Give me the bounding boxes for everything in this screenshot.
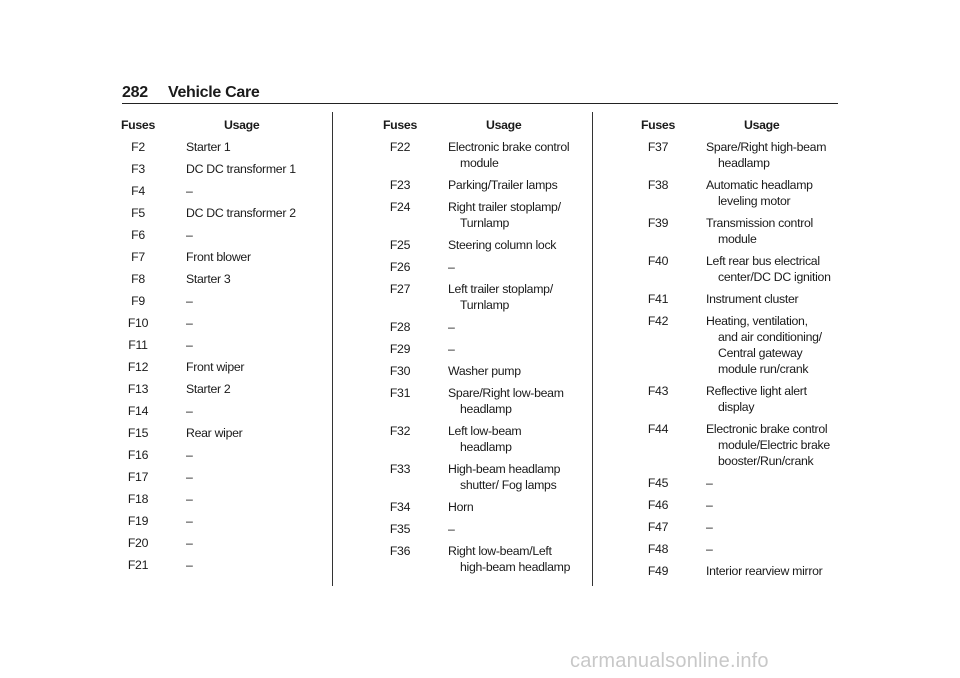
fuse-id: F20	[127, 536, 149, 550]
usage-line: –	[186, 294, 193, 308]
usage-line: Front blower	[186, 250, 251, 264]
table-row	[374, 237, 594, 253]
usage-line: module run/crank	[718, 362, 809, 376]
table-row	[632, 253, 842, 285]
usage-line: –	[448, 342, 455, 356]
fuse-table-column-2	[374, 117, 594, 581]
usage-line: –	[186, 228, 193, 242]
fuse-usage	[684, 253, 842, 285]
usage-line: Left low-beam	[448, 424, 522, 438]
usage-line: –	[186, 404, 193, 418]
table-row	[112, 447, 324, 463]
section-title: Vehicle Care	[167, 84, 260, 101]
fuse-usage	[684, 383, 842, 415]
fuse-table-column-3	[632, 117, 842, 585]
fuse-id: F2	[131, 140, 145, 154]
fuse-id: F5	[131, 206, 145, 220]
table-row	[632, 563, 842, 579]
table-row	[632, 177, 842, 209]
usage-line: display	[718, 400, 755, 414]
fuse-usage	[164, 381, 324, 397]
table-row	[374, 177, 594, 193]
fuse-usage	[426, 199, 594, 231]
usage-line: –	[186, 184, 193, 198]
usage-line: Rear wiper	[186, 426, 243, 440]
table-row	[374, 521, 594, 537]
table-row	[632, 291, 842, 307]
fuse-usage	[684, 215, 842, 247]
fuse-id: F9	[131, 294, 145, 308]
fuse-id: F14	[127, 404, 149, 418]
fuse-usage	[164, 227, 324, 243]
table-row	[374, 139, 594, 171]
fuse-usage	[426, 341, 594, 357]
fuse-id: F3	[131, 162, 145, 176]
fuse-usage	[426, 385, 594, 417]
fuse-usage	[426, 139, 594, 171]
table-row	[374, 423, 594, 455]
watermark: carmanualsonline.info	[570, 650, 769, 672]
usage-header: Usage	[486, 118, 522, 132]
table-row	[112, 293, 324, 309]
usage-line: Transmission control	[706, 216, 813, 230]
fuse-id: F21	[127, 558, 149, 572]
table-row	[112, 227, 324, 243]
table-row	[632, 475, 842, 491]
usage-line: Left rear bus electrical	[706, 254, 820, 268]
fuse-usage	[426, 423, 594, 455]
usage-line: Electronic brake control	[706, 422, 828, 436]
column-divider	[592, 112, 593, 586]
fuse-rows	[374, 139, 594, 575]
table-row	[374, 543, 594, 575]
fuse-usage	[684, 139, 842, 171]
usage-line: Starter 3	[186, 272, 231, 286]
fuse-id: F24	[389, 200, 411, 214]
fuse-usage	[426, 319, 594, 335]
fuse-usage	[164, 337, 324, 353]
table-row	[112, 381, 324, 397]
table-row	[112, 425, 324, 441]
fuse-id: F42	[647, 314, 669, 328]
fuse-id: F45	[647, 476, 669, 490]
usage-line: Steering column lock	[448, 238, 557, 252]
usage-line: Electronic brake control	[448, 140, 570, 154]
table-header	[374, 117, 594, 133]
usage-line: –	[186, 470, 193, 484]
table-row	[374, 363, 594, 379]
usage-line: –	[706, 520, 713, 534]
table-row	[374, 259, 594, 275]
usage-line: module	[460, 156, 499, 170]
table-row	[632, 215, 842, 247]
fuse-usage	[684, 313, 842, 377]
fuse-usage	[426, 543, 594, 575]
usage-line: –	[706, 476, 713, 490]
fuse-id: F49	[647, 564, 669, 578]
fuse-usage	[684, 475, 842, 491]
table-row	[374, 461, 594, 493]
fuse-id: F12	[127, 360, 149, 374]
table-header	[112, 117, 324, 133]
fuse-usage	[684, 291, 842, 307]
table-row	[112, 161, 324, 177]
table-row	[632, 139, 842, 171]
usage-line: Starter 1	[186, 140, 231, 154]
fuse-id: F47	[647, 520, 669, 534]
usage-line: Turnlamp	[460, 298, 510, 312]
usage-line: –	[186, 514, 193, 528]
fuse-usage	[164, 139, 324, 155]
fuse-usage	[164, 513, 324, 529]
usage-line: center/DC DC ignition	[718, 270, 831, 284]
table-row	[112, 139, 324, 155]
usage-line: –	[706, 542, 713, 556]
page-header	[122, 84, 260, 102]
table-row	[112, 337, 324, 353]
usage-header: Usage	[224, 118, 260, 132]
fuse-usage	[164, 535, 324, 551]
usage-line: –	[186, 448, 193, 462]
table-row	[632, 497, 842, 513]
fuse-id: F6	[131, 228, 145, 242]
table-row	[374, 281, 594, 313]
usage-line: Central gateway	[718, 346, 803, 360]
table-row	[374, 499, 594, 515]
fuse-id: F18	[127, 492, 149, 506]
fuse-usage	[164, 447, 324, 463]
usage-line: Horn	[448, 500, 474, 514]
usage-line: leveling motor	[718, 194, 791, 208]
fuse-usage	[164, 205, 324, 221]
table-row	[632, 541, 842, 557]
fuse-usage	[684, 519, 842, 535]
usage-line: high-beam headlamp	[460, 560, 571, 574]
fuse-id: F30	[389, 364, 411, 378]
table-row	[374, 341, 594, 357]
usage-line: Spare/Right high-beam	[706, 140, 827, 154]
usage-line: booster/Run/crank	[718, 454, 814, 468]
fuse-id: F41	[647, 292, 669, 306]
table-row	[112, 513, 324, 529]
table-row	[112, 205, 324, 221]
fuse-usage	[426, 499, 594, 515]
page-number: 282	[122, 84, 148, 101]
fuse-id: F46	[647, 498, 669, 512]
usage-line: and air conditioning/	[718, 330, 822, 344]
fuse-usage	[684, 563, 842, 579]
usage-header: Usage	[744, 118, 780, 132]
table-row	[112, 359, 324, 375]
usage-line: Parking/Trailer lamps	[448, 178, 558, 192]
usage-line: Spare/Right low-beam	[448, 386, 564, 400]
fuse-usage	[164, 425, 324, 441]
usage-line: Right trailer stoplamp/	[448, 200, 561, 214]
fuse-id: F26	[389, 260, 411, 274]
usage-line: High-beam headlamp	[448, 462, 561, 476]
usage-line: Washer pump	[448, 364, 521, 378]
fuse-usage	[426, 281, 594, 313]
fuse-table-column-1	[112, 117, 324, 579]
usage-line: Instrument cluster	[706, 292, 799, 306]
fuse-id: F33	[389, 462, 411, 476]
fuse-id: F31	[389, 386, 411, 400]
table-row	[112, 469, 324, 485]
table-row	[112, 271, 324, 287]
table-row	[632, 421, 842, 469]
usage-line: –	[186, 316, 193, 330]
fuse-id: F19	[127, 514, 149, 528]
fuse-id: F23	[389, 178, 411, 192]
usage-line: Right low-beam/Left	[448, 544, 552, 558]
fuse-id: F11	[128, 338, 148, 352]
table-row	[632, 519, 842, 535]
usage-line: Heating, ventilation,	[706, 314, 808, 328]
fuse-usage	[164, 315, 324, 331]
fuse-usage	[164, 491, 324, 507]
usage-line: DC DC transformer 2	[186, 206, 296, 220]
fuse-id: F25	[389, 238, 411, 252]
fuse-usage	[426, 259, 594, 275]
usage-line: headlamp	[460, 402, 512, 416]
fuse-id: F48	[647, 542, 669, 556]
fuse-id: F44	[647, 422, 669, 436]
fuse-usage	[426, 461, 594, 493]
table-row	[112, 403, 324, 419]
table-row	[112, 491, 324, 507]
fuse-id: F29	[389, 342, 411, 356]
usage-line: Automatic headlamp	[706, 178, 813, 192]
usage-line: headlamp	[460, 440, 512, 454]
usage-line: shutter/ Fog lamps	[460, 478, 557, 492]
fuse-usage	[164, 271, 324, 287]
fuse-usage	[164, 249, 324, 265]
table-row	[112, 315, 324, 331]
usage-line: –	[186, 338, 193, 352]
fuse-id: F34	[389, 500, 411, 514]
fuse-id: F10	[127, 316, 149, 330]
fuse-id: F40	[647, 254, 669, 268]
fuse-id: F17	[127, 470, 149, 484]
fuse-usage	[164, 161, 324, 177]
fuse-id: F7	[131, 250, 145, 264]
table-header	[632, 117, 842, 133]
usage-line: Turnlamp	[460, 216, 510, 230]
fuse-id: F22	[389, 140, 411, 154]
fuse-id: F16	[127, 448, 149, 462]
fuse-rows	[112, 139, 324, 573]
usage-line: Front wiper	[186, 360, 245, 374]
fuse-id: F35	[389, 522, 411, 536]
usage-line: headlamp	[718, 156, 770, 170]
fuses-header: Fuses	[640, 118, 676, 132]
fuse-id: F32	[389, 424, 411, 438]
fuse-usage	[426, 237, 594, 253]
fuse-id: F38	[647, 178, 669, 192]
fuse-usage	[684, 497, 842, 513]
table-row	[112, 535, 324, 551]
fuse-usage	[164, 359, 324, 375]
usage-line: –	[186, 558, 193, 572]
fuse-id: F37	[647, 140, 669, 154]
usage-line: module	[718, 232, 757, 246]
column-divider	[332, 112, 333, 586]
usage-line: module/Electric brake	[718, 438, 830, 452]
fuse-usage	[164, 403, 324, 419]
usage-line: –	[448, 260, 455, 274]
usage-line: –	[186, 492, 193, 506]
header-rule	[122, 103, 838, 104]
table-row	[112, 249, 324, 265]
fuse-id: F36	[389, 544, 411, 558]
table-row	[374, 319, 594, 335]
fuses-header: Fuses	[120, 118, 156, 132]
usage-line: Reflective light alert	[706, 384, 807, 398]
fuse-usage	[684, 541, 842, 557]
fuse-id: F4	[131, 184, 145, 198]
fuse-id: F13	[127, 382, 149, 396]
table-row	[374, 385, 594, 417]
usage-line: –	[706, 498, 713, 512]
usage-line: Interior rearview mirror	[706, 564, 823, 578]
usage-line: DC DC transformer 1	[186, 162, 296, 176]
usage-line: –	[186, 536, 193, 550]
fuse-usage	[164, 557, 324, 573]
fuse-usage	[684, 421, 842, 469]
table-row	[632, 313, 842, 377]
usage-line: –	[448, 522, 455, 536]
fuse-usage	[684, 177, 842, 209]
fuse-usage	[164, 469, 324, 485]
fuse-usage	[164, 293, 324, 309]
table-row	[112, 557, 324, 573]
fuse-id: F27	[389, 282, 411, 296]
fuse-id: F8	[131, 272, 145, 286]
fuse-usage	[426, 177, 594, 193]
usage-line: Left trailer stoplamp/	[448, 282, 553, 296]
table-row	[112, 183, 324, 199]
fuse-rows	[632, 139, 842, 579]
fuse-usage	[164, 183, 324, 199]
usage-line: Starter 2	[186, 382, 231, 396]
fuse-id: F43	[647, 384, 669, 398]
fuse-id: F28	[389, 320, 411, 334]
table-row	[374, 199, 594, 231]
table-row	[632, 383, 842, 415]
fuse-id: F39	[647, 216, 669, 230]
fuse-usage	[426, 521, 594, 537]
fuses-header: Fuses	[382, 118, 418, 132]
fuse-id: F15	[127, 426, 149, 440]
usage-line: –	[448, 320, 455, 334]
fuse-usage	[426, 363, 594, 379]
